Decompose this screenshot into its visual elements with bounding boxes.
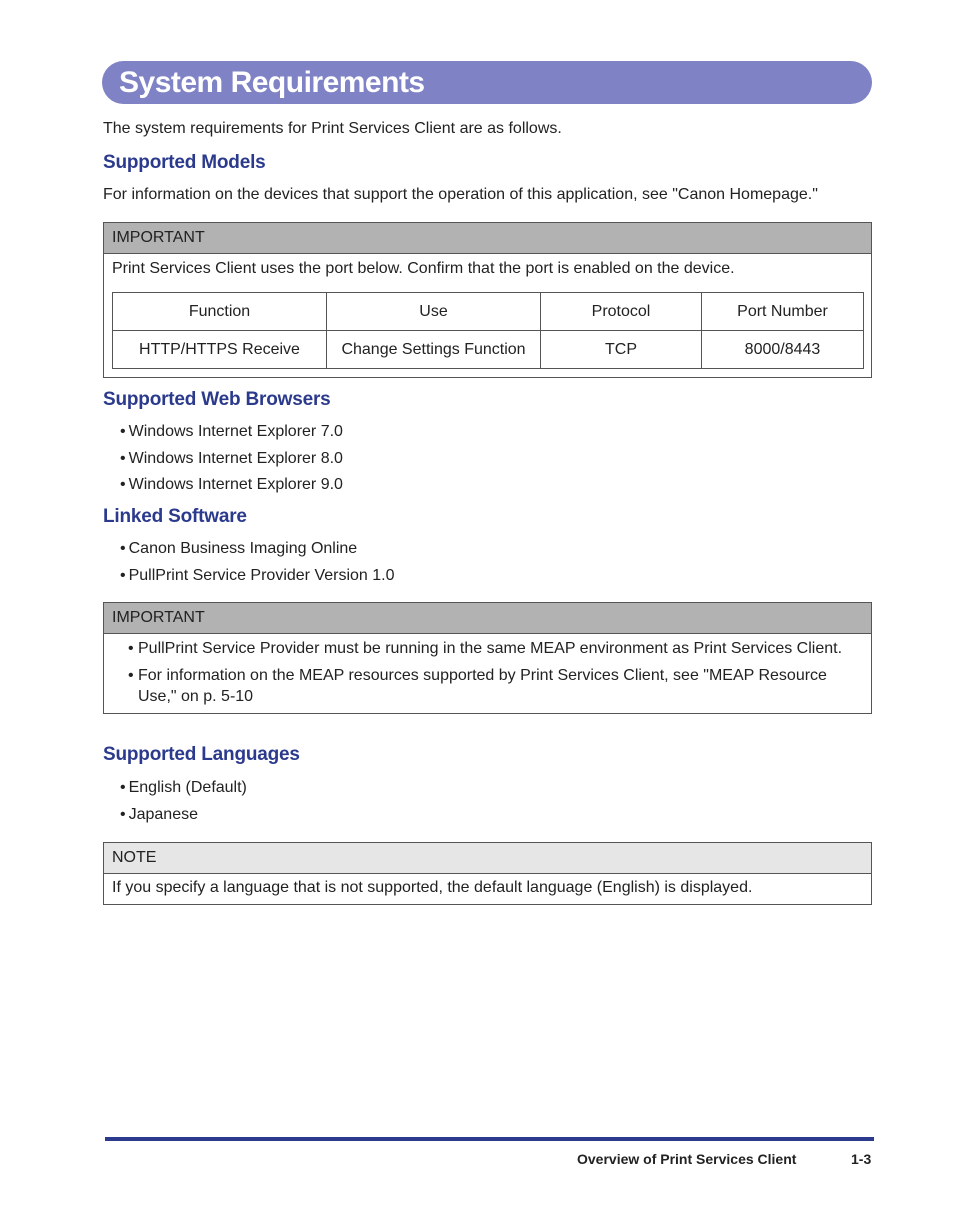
important-meap-body bbox=[104, 634, 871, 707]
table-row bbox=[113, 331, 864, 369]
list-item: • Windows Internet Explorer 8.0 bbox=[120, 446, 343, 473]
software-list bbox=[120, 536, 395, 589]
footer-rule bbox=[105, 1137, 874, 1141]
intro bbox=[103, 118, 873, 140]
heading-supported-models: Supported Models bbox=[103, 152, 266, 173]
supported-models-section bbox=[103, 184, 873, 206]
table-cell: TCP bbox=[541, 331, 702, 369]
table-header-cell: Protocol bbox=[541, 293, 702, 331]
important-ports-box bbox=[103, 222, 872, 378]
footer-title: Overview of Print Services Client bbox=[577, 1151, 797, 1167]
table-cell: Change Settings Function bbox=[327, 331, 541, 369]
heading-supported-browsers: Supported Web Browsers bbox=[103, 389, 331, 410]
important-meap-box bbox=[103, 602, 872, 714]
important-ports-body bbox=[104, 254, 871, 377]
important-ports-text: Print Services Client uses the port below. Confirm that the port is enabled on the device. bbox=[112, 260, 735, 277]
heading-linked-software: Linked Software bbox=[103, 506, 247, 527]
table-header-cell: Port Number bbox=[702, 293, 864, 331]
browser-list bbox=[120, 419, 343, 499]
note-text: If you specify a language that is not supported, the default language (English) is displayed. bbox=[112, 879, 753, 896]
table-header-row bbox=[113, 293, 864, 331]
list-item: • Windows Internet Explorer 9.0 bbox=[120, 472, 343, 499]
table-cell: 8000/8443 bbox=[702, 331, 864, 369]
supported-models-text: For information on the devices that support the operation of this application, see "Canon Homepage." bbox=[103, 186, 818, 203]
note-box bbox=[103, 842, 872, 905]
language-list bbox=[120, 775, 247, 828]
page-number: 1-3 bbox=[851, 1151, 872, 1167]
list-item: • Canon Business Imaging Online bbox=[120, 536, 395, 563]
list-item: • Japanese bbox=[120, 802, 247, 829]
note-label: NOTE bbox=[104, 843, 871, 874]
meap-list bbox=[112, 638, 863, 707]
table-header-cell: Function bbox=[113, 293, 327, 331]
important-label: IMPORTANT bbox=[104, 603, 871, 634]
title-bar bbox=[102, 61, 872, 104]
list-item: • PullPrint Service Provider Version 1.0 bbox=[120, 563, 395, 590]
intro-text: The system requirements for Print Services Client are as follows. bbox=[103, 120, 562, 137]
ports-table bbox=[112, 292, 864, 369]
table-cell: HTTP/HTTPS Receive bbox=[113, 331, 327, 369]
list-item: • PullPrint Service Provider must be running in the same MEAP environment as Print Services Client. bbox=[130, 638, 863, 659]
list-item: • For information on the MEAP resources supported by Print Services Client, see "MEAP Resource Use," on p. 5-10 bbox=[130, 665, 863, 707]
list-item: • Windows Internet Explorer 7.0 bbox=[120, 419, 343, 446]
page-title: System Requirements bbox=[119, 66, 425, 99]
heading-supported-languages: Supported Languages bbox=[103, 744, 300, 765]
list-item: • English (Default) bbox=[120, 775, 247, 802]
table-header-cell: Use bbox=[327, 293, 541, 331]
important-label: IMPORTANT bbox=[104, 223, 871, 254]
